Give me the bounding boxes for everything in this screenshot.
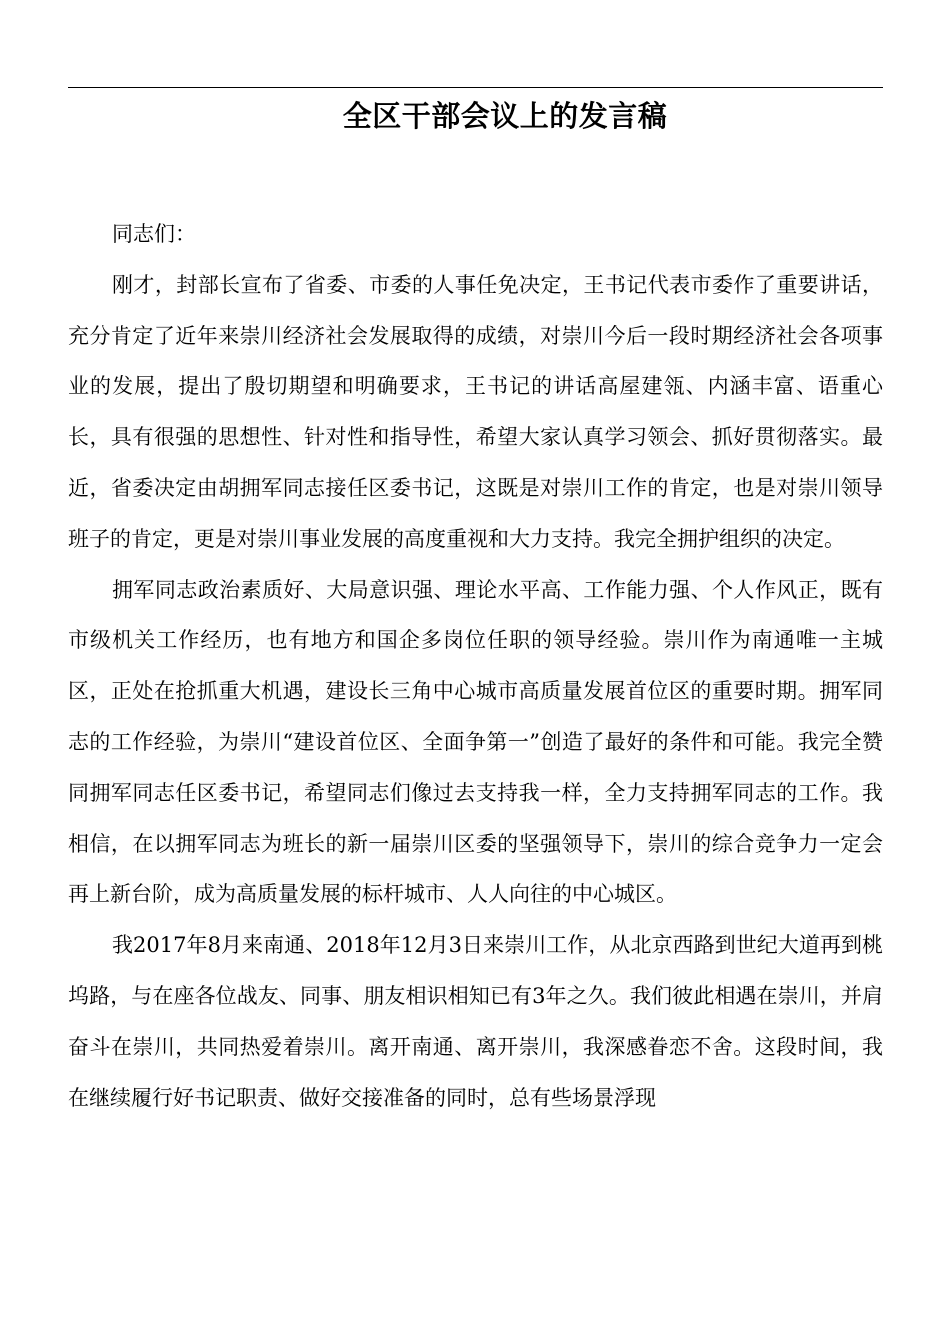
header-rule <box>68 87 883 88</box>
document-body <box>68 209 883 1123</box>
paragraph-2: 拥军同志政治素质好、大局意识强、理论水平高、工作能力强、个人作风正，既有市级机关工作经历，也有地方和国企多岗位任职的领导经验。崇川作为南通唯一主城区，正处在抢抓重大机遇，建设长三角中心城市高质量发展首位区的重要时期。拥军同志的工作经验，为崇川“建设首位区、全面争第一”创造了最好的条件和可能。我完全赞同拥军同志任区委书记，希望同志们像过去支持我一样，全力支持拥军同志的工作。我相信，在以拥军同志为班长的新一届崇川区委的坚强领导下，崇川的综合竞争力一定会再上新台阶，成为高质量发展的标杆城市、人人向往的中心城区。 <box>68 577 883 907</box>
salutation: 同志们： <box>112 222 196 246</box>
document-title: 全区干部会议上的发言稿 <box>342 99 668 133</box>
paragraph-1: 刚才，封部长宣布了省委、市委的人事任免决定，王书记代表市委作了重要讲话，充分肯定了近年来崇川经济社会发展取得的成绩，对崇川今后一段时期经济社会各项事业的发展，提出了殷切期望和明确要求，王书记的讲话高屋建瓴、内涵丰富、语重心长，具有很强的思想性、针对性和指导性，希望大家认真学习领会、抓好贯彻落实。最近，省委决定由胡拥军同志接任区委书记，这既是对崇川工作的肯定，也是对崇川领导班子的肯定，更是对崇川事业发展的高度重视和大力支持。我完全拥护组织的决定。 <box>68 272 883 551</box>
paragraph-3: 我2017年8月来南通、2018年12月3日来崇川工作，从北京西路到世纪大道再到桃坞路，与在座各位战友、同事、朋友相识相知已有3年之久。我们彼此相遇在崇川，并肩奋斗在崇川，共同热爱着崇川。离开南通、离开崇川，我深感眷恋不舍。这段时间，我在继续履行好书记职责、做好交接准备的同时，总有些场景浮现 <box>68 933 883 1110</box>
